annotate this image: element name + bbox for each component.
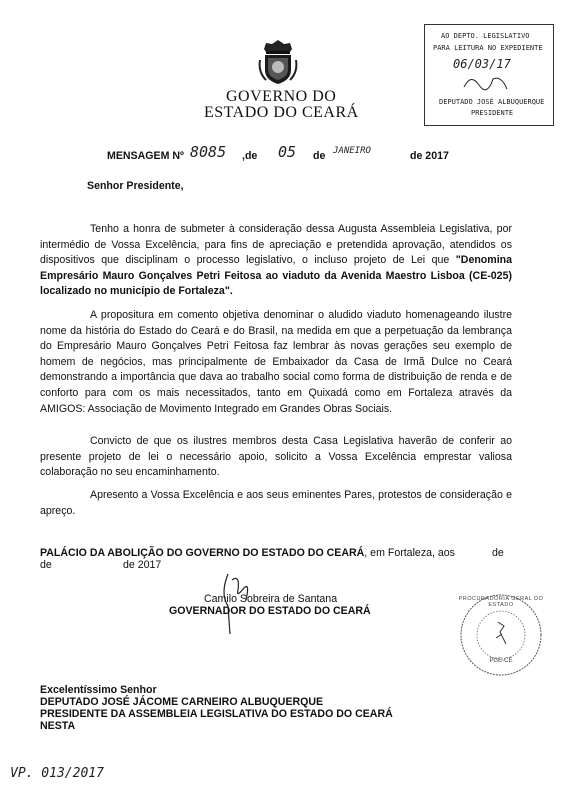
message-month: JANEIRO <box>333 146 371 156</box>
recipient-line3: PRESIDENTE DA ASSEMBLEIA LEGISLATIVA DO ESTADO DO CEARÁ <box>40 708 393 720</box>
recipient-line2: DEPUTADO JOSÉ JÁCOME CARNEIRO ALBUQUERQUE <box>40 696 324 708</box>
message-year: de 2017 <box>410 150 449 162</box>
message-de2: de <box>313 150 326 162</box>
stamp-signature <box>461 71 511 91</box>
recipient-line1: Excelentíssimo Senhor <box>40 684 157 696</box>
body-paragraph-2: A propositura em comento objetiva denominar o aludido viaduto homenageando ilustre nome da história do Estado do Ceará e do Brasil, na medida em que a perpetuação da lembrança do Empresário Mauro Gonçalves Petri Feitosa faz lembrar às novas gerações seu exemplo de homem de negócios, mas principalmente de Embaixador da Casa de Irmã Dulce no Ceará demonstrando a importância que dava ao trabalho social como forma de distribuição de renda e de conforto para com os mais necessitados, tanto em Quixadá como em Fortaleza através da AMIGOS: Associação de Movimento Integrado em Grandes Obras Sociais. <box>40 309 512 415</box>
palace-bold: PALÁCIO DA ABOLIÇÃO DO GOVERNO DO ESTADO DO CEARÁ <box>40 547 365 559</box>
salutation: Senhor Presidente, <box>87 180 184 192</box>
message-number: 8085 <box>190 143 227 161</box>
palace-year: de 2017 <box>123 559 162 571</box>
stamp-date: 06/03/17 <box>453 57 511 71</box>
body-paragraph-1 <box>40 222 512 300</box>
seal-bottom: PGE-CE <box>489 658 513 664</box>
gov-title-line2: ESTADO DO CEARÁ <box>204 104 359 121</box>
stamp-line2: PARA LEITURA NO EXPEDIENTE <box>433 44 543 52</box>
palace-rest: , em Fortaleza, aos <box>364 547 455 559</box>
message-label: MENSAGEM Nº <box>107 150 184 162</box>
stamp-line3: DEPUTADO JOSÉ ALBUQUERQUE <box>439 98 545 106</box>
paragraph-1-bold: "Denomina Empresário Mauro Gonçalves Petri Feitosa ao viaduto da Avenida Maestro Lisboa (CE-025) localizado no município de Fortaleza". <box>40 254 512 298</box>
governor-title: GOVERNADOR DO ESTADO DO CEARÁ <box>169 605 371 617</box>
footer-handwritten-note: VP. 013/2017 <box>10 766 104 781</box>
palace-line <box>40 547 455 559</box>
message-de1: ,de <box>242 150 258 162</box>
stamp-line1: AO DEPTO. LEGISLATIVO <box>441 32 530 40</box>
palace-de-a: de <box>492 547 504 559</box>
coat-of-arms-icon <box>256 38 300 86</box>
reception-stamp <box>424 24 554 126</box>
message-day: 05 <box>278 143 297 161</box>
governor-name: Camilo Sobreira de Santana <box>204 593 338 605</box>
palace-de-b: de <box>40 559 52 571</box>
seal-ring-text: PROCURADORIA GERAL DO ESTADO <box>458 596 544 608</box>
pge-seal-icon <box>458 592 544 678</box>
recipient-line4: NESTA <box>40 720 76 732</box>
body-paragraph-3: Convicto de que os ilustres membros desta Casa Legislativa haverão de conferir ao presente projeto de lei o necessário apoio, solicito a Vossa Excelência emprestar valiosa colaboração no seu encaminhamento. <box>40 435 512 479</box>
gov-title-line1: GOVERNO DO <box>226 88 337 105</box>
paragraph-1-text: Tenho a honra de submeter à consideração dessa Augusta Assembleia Legislativa, por intermédio de Vossa Excelência, para fins de apreciação e pretendida aprovação, atendidos os dispositivos que disciplinam o processo legislativo, o incluso projeto de Lei que <box>40 223 512 267</box>
body-paragraph-4: Apresento a Vossa Excelência e aos seus eminentes Pares, protestos de consideração e apreço. <box>40 489 512 517</box>
stamp-line4: PRESIDENTE <box>471 109 514 117</box>
